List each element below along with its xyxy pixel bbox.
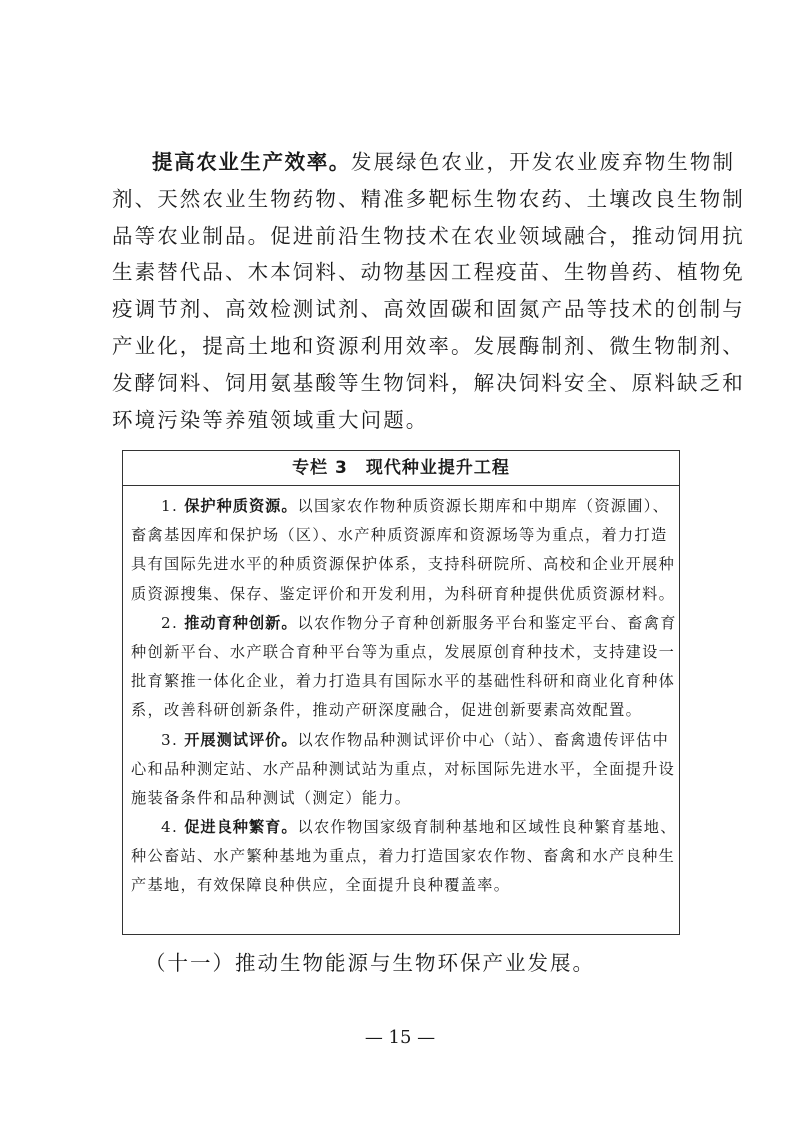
intro-line-4: 生素替代品、木本饲料、动物基因工程疫苗、生物兽药、植物免 bbox=[112, 260, 745, 285]
section-subheading: （十一）推动生物能源与生物环保产业发展。 bbox=[145, 951, 595, 975]
box-item-2-line-2: 种创新平台、水产联合育种平台等为重点，发展原创育种技术，支持建设一 bbox=[131, 642, 676, 661]
box-item-1-line-1: 1. 保护种质资源。以国家农作物种质资源长期库和中期库（资源圃）、 bbox=[161, 497, 670, 515]
box-item-4-heading: 促进良种繁育。 bbox=[184, 818, 298, 837]
box-item-1-line-3: 具有国际先进水平的种质资源保护体系，支持科研院所、高校和企业开展种 bbox=[131, 555, 676, 574]
box-item-3-line-3: 施装备条件和品种测试（测定）能力。 bbox=[131, 788, 412, 807]
box-item-2-line-1: 2. 推动育种创新。以农作物分子育种创新服务平台和鉴定平台、畜禽育 bbox=[161, 613, 677, 632]
box-label: 专栏 3 bbox=[292, 458, 348, 478]
box-item-3-line-1: 3. 开展测试评价。以农作物品种测试评价中心（站）、畜禽遗传评估中 bbox=[161, 730, 670, 749]
intro-heading: 提高农业生产效率。 bbox=[152, 150, 351, 174]
intro-line-3: 品等农业制品。促进前沿生物技术在农业领域融合，推动饲用抗 bbox=[112, 223, 745, 248]
page-number: — 15 — bbox=[364, 1027, 436, 1048]
intro-paragraph bbox=[112, 144, 745, 438]
box-item-2-line-4: 系，改善科研创新条件，推动产研深度融合，促进创新要素高效配置。 bbox=[131, 701, 643, 720]
box-body bbox=[123, 486, 679, 901]
box-item-4-line-2: 种公畜站、水产繁种基地为重点，着力打造国家农作物、畜禽和水产良种生 bbox=[131, 847, 676, 866]
box-item-4-line-1: 4. 促进良种繁育。以农作物国家级育制种基地和区域性良种繁育基地、 bbox=[161, 818, 677, 837]
box-item-1-line-2: 畜禽基因库和保护场（区）、水产种质资源库和资源场等为重点，着力打造 bbox=[131, 526, 668, 545]
box-item-1-line-4: 质资源搜集、保存、鉴定评价和开发利用，为科研育种提供优质资源材料。 bbox=[131, 584, 676, 603]
box-item-2-line-3: 批育繁推一体化企业，着力打造具有国际水平的基础性科研和商业化育种体 bbox=[131, 672, 676, 691]
intro-line-5: 疫调节剂、高效检测试剂、高效固碳和固氮产品等技术的创制与 bbox=[112, 297, 745, 322]
box-item-2-heading: 推动育种创新。 bbox=[184, 613, 298, 632]
special-column-box bbox=[122, 450, 680, 935]
box-item-4-line-3: 产基地，有效保障良种供应，全面提升良种覆盖率。 bbox=[131, 876, 511, 895]
box-item-3-line-2: 心和品种测定站、水产品种测试站为重点，对标国际先进水平，全面提升设 bbox=[131, 759, 676, 778]
intro-line-8: 环境污染等养殖领域重大问题。 bbox=[112, 407, 429, 432]
box-item-3-heading: 开展测试评价。 bbox=[184, 730, 298, 749]
box-title-text: 现代种业提升工程 bbox=[365, 458, 510, 478]
box-title bbox=[123, 451, 679, 486]
intro-line-7: 发酵饲料、饲用氨基酸等生物饲料，解决饲料安全、原料缺乏和 bbox=[112, 370, 745, 395]
box-item-1-heading: 保护种质资源。 bbox=[184, 497, 298, 515]
intro-line-2: 剂、天然农业生物药物、精准多靶标生物农药、土壤改良生物制 bbox=[112, 186, 745, 211]
intro-line-6: 产业化，提高土地和资源利用效率。发展酶制剂、微生物制剂、 bbox=[112, 333, 745, 358]
intro-line-1: 提高农业生产效率。发展绿色农业，开发农业废弃物生物制 bbox=[152, 150, 736, 174]
